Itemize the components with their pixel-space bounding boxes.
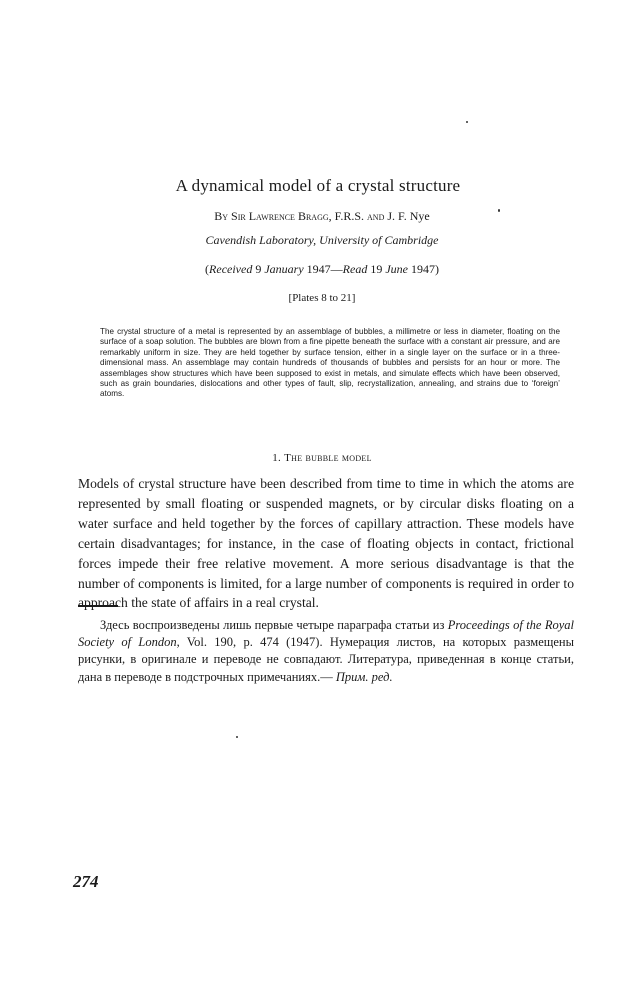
footnote-text-1: Здесь воспроизведены лишь первые четыре параграфа статьи из (100, 618, 448, 632)
affiliation: Cavendish Laboratory, University of Cambridge (205, 233, 439, 247)
received-year: 1947 (306, 262, 331, 276)
translator-footnote (78, 617, 574, 686)
footnote-journal: Proceedings of the Royal Society of London (78, 618, 574, 650)
plates-note: [Plates 8 to 21] (288, 292, 356, 304)
date-dash: — (330, 262, 343, 276)
footnote-rule (78, 605, 118, 607)
paper-title: A dynamical model of a crystal structure (175, 176, 461, 195)
body-paragraph: Models of crystal structure have been described from time to time in which the atoms are represented by small floating or suspended magnets, or by circular disks floating on a water surface and held together by the forces of capillary attraction. These models have certain disadvantages; for instance, in the case of floating objects in contact, frictional forces impede their free relative movement. A more serious disadvantage is that the number of components is limited, for a large number of components is required in order to approach the state of affairs in a real crystal. (78, 476, 574, 611)
received-line: (Received 9 January 1947—Read 19 June 1947) (205, 262, 439, 276)
received-month: January (264, 262, 304, 276)
read-month: June (385, 262, 408, 276)
received-day: 9 (255, 262, 262, 276)
page-number: 274 (73, 872, 99, 891)
footnote-text-2: , Vol. 190, p. 474 (1947). Нумерация листов, на которых размещены рисунки, в оригинале и переводе не совпадают. Литература, приведенная в конце статьи, дана в переводе в подстрочных примечаниях.— (78, 635, 574, 684)
section-title: The bubble model (284, 452, 372, 464)
frs-title: , F.R.S. (328, 209, 365, 223)
footnote-note-label: Прим. ред. (335, 669, 393, 684)
scan-speck (466, 121, 468, 123)
read-year: 1947 (410, 262, 435, 276)
read-day: 19 (370, 262, 383, 276)
author-nye: J. F. Nye (387, 209, 430, 223)
author-bragg: Sir Lawrence Bragg (231, 209, 329, 223)
read-label: Read (342, 262, 368, 276)
abstract: The crystal structure of a metal is represented by an assemblage of bubbles, a millimetre or less in diameter, floating on the surface of a soap solution. The bubbles are blown from a fine pipette beneath the surface with a constant air pressure, and are remarkably uniform in size. They are held together by surface tension, either in a single layer on the surface or in a three-dimensional mass. An assemblage may contain hundreds of thousands of bubbles and persists for an hour or more. The assemblages show structures which have been supposed to exist in metals, and simulate effects which have been observed, such as grain boundaries, dislocations and other types of fault, slip, recrystallization, annealing, and strains due to ‘foreign’ atoms. (100, 327, 560, 399)
and-label: and (367, 209, 385, 223)
section-number: 1. (272, 452, 282, 464)
section-heading (4, 452, 636, 464)
by-label: By (214, 209, 229, 223)
author-line (4, 209, 636, 224)
received-label: Received (209, 262, 253, 276)
scan-speck (236, 736, 238, 738)
